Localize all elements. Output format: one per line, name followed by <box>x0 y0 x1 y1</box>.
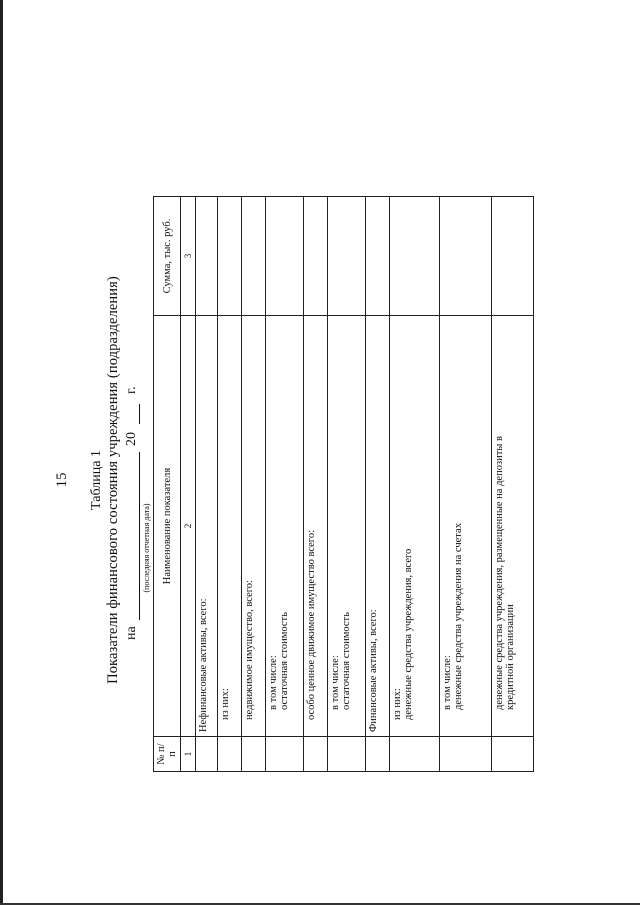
row-label: денежные средства учреждения, размещенные на депозиты в <box>494 436 505 710</box>
row-sum-cell <box>328 197 366 316</box>
financial-indicators-table <box>153 196 534 772</box>
row-label: в том числе: <box>442 655 453 710</box>
row-sum-cell <box>242 197 266 316</box>
table-index-row <box>181 197 196 772</box>
page-left-edge <box>0 0 3 905</box>
row-name-cell <box>266 316 304 737</box>
row-label: из них: <box>392 688 403 720</box>
table-row <box>266 197 304 772</box>
table-row <box>242 197 266 772</box>
row-name-cell <box>328 316 366 737</box>
table-row <box>328 197 366 772</box>
row-num-cell <box>328 737 366 772</box>
row-name-cell <box>366 316 390 737</box>
table-title: Показатели финансового состояния учреждения (подразделения) <box>105 276 121 684</box>
row-label-continued: денежные средства учреждения на счетах <box>453 523 464 710</box>
table-body <box>196 197 534 772</box>
row-label-continued: денежные средства учреждения, всего <box>403 548 414 720</box>
row-num-cell <box>266 737 304 772</box>
year-blank-line <box>139 404 140 424</box>
index-name: 2 <box>181 316 196 737</box>
row-name-cell <box>218 316 242 737</box>
date-caption: (последняя отчетная дата) <box>142 503 151 593</box>
row-sum-cell <box>390 197 440 316</box>
row-label-continued: кредитной организации <box>505 604 516 710</box>
row-name-cell <box>492 316 534 737</box>
table-row <box>304 197 328 772</box>
row-num-cell <box>196 737 218 772</box>
date-prefix: на <box>124 626 139 640</box>
index-sum: 3 <box>181 197 196 316</box>
table-row <box>218 197 242 772</box>
row-label: из них: <box>220 688 231 720</box>
row-num-cell <box>304 737 328 772</box>
header-sum: Сумма, тыс. руб. <box>154 197 181 316</box>
report-date-line <box>124 320 144 640</box>
header-num: № п/п <box>154 737 181 772</box>
table-row <box>366 197 390 772</box>
row-label: Нефинансовые активы, всего: <box>198 598 209 732</box>
header-name: Наименование показателя <box>154 316 181 737</box>
rotated-document <box>40 180 516 780</box>
row-num-cell <box>440 737 492 772</box>
row-sum-cell <box>366 197 390 316</box>
row-num-cell <box>242 737 266 772</box>
row-num-cell <box>492 737 534 772</box>
table-row <box>440 197 492 772</box>
row-label: недвижимое имущество, всего: <box>244 580 255 720</box>
row-name-cell <box>440 316 492 737</box>
row-name-cell <box>390 316 440 737</box>
table-number: Таблица 1 <box>89 450 104 510</box>
row-name-cell <box>196 316 218 737</box>
row-num-cell <box>218 737 242 772</box>
table-row <box>492 197 534 772</box>
table-header-row <box>154 197 181 772</box>
date-year-prefix: 20 <box>124 432 139 446</box>
row-num-cell <box>366 737 390 772</box>
row-label: в том числе: <box>330 655 341 710</box>
table-row <box>390 197 440 772</box>
row-sum-cell <box>304 197 328 316</box>
row-sum-cell <box>196 197 218 316</box>
date-blank-line <box>139 452 140 620</box>
table-row <box>196 197 218 772</box>
row-sum-cell <box>440 197 492 316</box>
page-number: 15 <box>54 472 70 488</box>
row-label-continued: остаточная стоимость <box>341 612 352 710</box>
row-label-continued: остаточная стоимость <box>279 612 290 710</box>
date-suffix: г. <box>124 386 139 394</box>
row-label: в том числе: <box>268 655 279 710</box>
row-sum-cell <box>266 197 304 316</box>
row-sum-cell <box>218 197 242 316</box>
row-name-cell <box>242 316 266 737</box>
row-num-cell <box>390 737 440 772</box>
row-sum-cell <box>492 197 534 316</box>
row-name-cell <box>304 316 328 737</box>
index-num: 1 <box>181 737 196 772</box>
row-label: Финансовые активы, всего: <box>368 609 379 732</box>
row-label: особо ценное движимое имущество всего: <box>306 529 317 720</box>
